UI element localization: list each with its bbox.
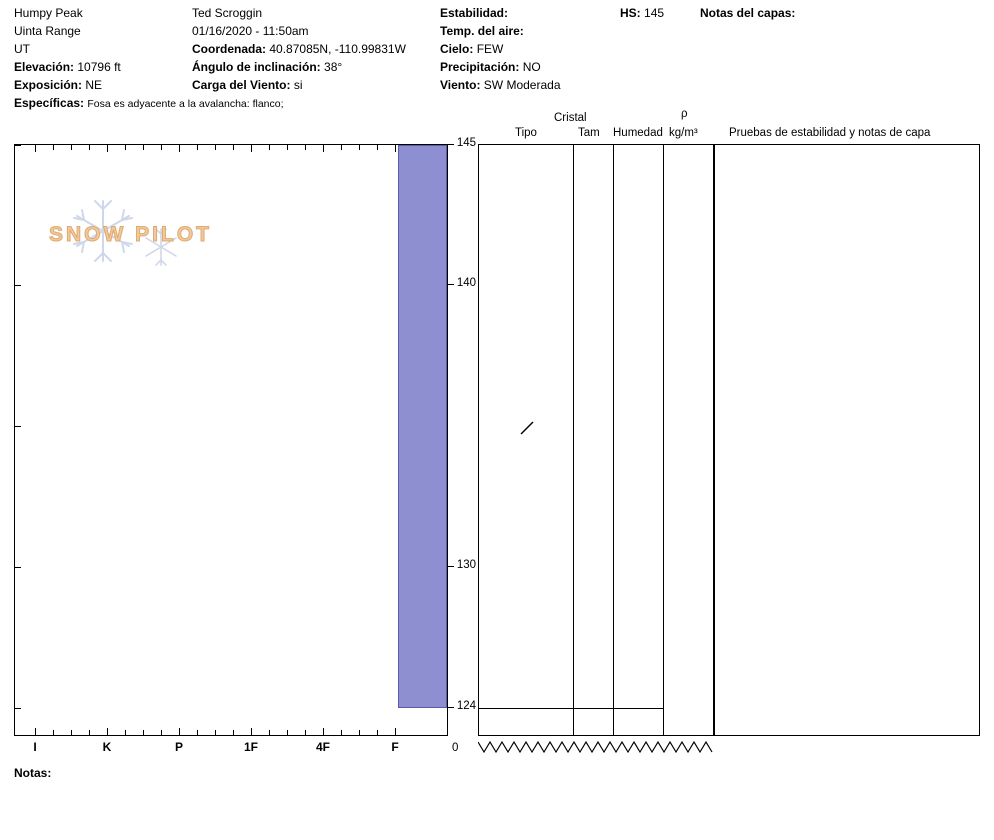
hardness-label-p: P (174, 740, 184, 754)
hardness-btick-minor-4 (125, 730, 126, 735)
hardness-btick-minor-11 (287, 730, 288, 735)
hardness-btick-minor-9 (233, 730, 234, 735)
depth-tick-130 (448, 566, 454, 567)
depth-label-140: 140 (456, 277, 476, 289)
hardness-label-1f: 1F (243, 740, 259, 754)
stability-row (440, 4, 620, 22)
hardness-label-4f: 4F (315, 740, 331, 754)
sky-value: FEW (476, 42, 504, 56)
hardness-btick-minor-6 (161, 730, 162, 735)
hardness-btick-minor-15 (377, 730, 378, 735)
layer-notes-label: Notas del capas: (700, 6, 796, 20)
hardness-plot (14, 144, 448, 736)
header-column-observer (192, 4, 442, 94)
hs-row (620, 4, 700, 22)
hardness-tick-minor-8 (215, 145, 216, 150)
hardness-btick-minor-12 (305, 730, 306, 735)
state: UT (14, 42, 30, 56)
column-header-moisture: Humedad (613, 127, 663, 139)
hardness-tick-minor-7 (197, 145, 198, 150)
coordinate-value: 40.87085N, -110.99831W (269, 42, 406, 56)
hardness-tick-minor-4 (125, 145, 126, 150)
hardness-btick-p (179, 728, 180, 735)
plot-tick-135 (15, 426, 21, 427)
snowpilot-watermark (43, 197, 223, 277)
stability-tests-notes-box (714, 144, 980, 736)
elevation-value: 10796 ft (77, 60, 121, 74)
wind-row (440, 76, 620, 94)
plot-tick-140 (15, 285, 21, 286)
hardness-tick-k (107, 145, 108, 152)
hardness-tick-minor-9 (233, 145, 234, 150)
column-header-density-symbol: ρ (681, 108, 688, 120)
depth-label-124: 124 (456, 700, 476, 712)
layer-table-divider-size-moisture (613, 145, 614, 735)
slope-angle-label: Ángulo de inclinación: (192, 60, 321, 74)
hardness-tick-minor-1 (53, 145, 54, 150)
column-header-crystal: Cristal (554, 112, 587, 124)
ground-zigzag (478, 736, 714, 758)
elevation-label: Elevación: (14, 60, 75, 74)
observer-name: Ted Scroggin (192, 6, 263, 20)
observation-datetime: 01/16/2020 - 11:50am (192, 24, 309, 38)
hardness-tick-minor-3 (89, 145, 90, 150)
hardness-btick-4f (323, 728, 324, 735)
specifics-row (14, 94, 284, 112)
precip-label: Precipitación: (440, 60, 520, 74)
header-column-location (14, 4, 194, 94)
depth-label-145: 145 (456, 137, 476, 149)
plot-tick-145 (15, 145, 21, 146)
aspect-row (14, 76, 194, 94)
hardness-tick-minor-5 (143, 145, 144, 150)
hardness-btick-minor-3 (89, 730, 90, 735)
hardness-tick-p (179, 145, 180, 152)
air-temp-row (440, 22, 620, 40)
hardness-tick-i (35, 145, 36, 152)
hardness-btick-1f (251, 728, 252, 735)
slope-angle-value: 38° (324, 60, 343, 74)
hardness-tick-minor-12 (305, 145, 306, 150)
slope-angle-row (192, 58, 442, 76)
plot-tick-125 (15, 708, 21, 709)
hardness-label-i: I (33, 740, 37, 754)
hardness-tick-minor-6 (161, 145, 162, 150)
aspect-label: Exposición: (14, 78, 83, 92)
specifics-value: Fosa es adyacente a la avalancha: flanco; (87, 98, 284, 110)
hardness-tick-minor-10 (269, 145, 270, 150)
hardness-scale-labels (14, 740, 448, 762)
mountain-range: Uinta Range (14, 24, 81, 38)
header-column-weather (440, 4, 620, 94)
hardness-btick-minor-2 (71, 730, 72, 735)
specifics-label: Específicas: (14, 96, 85, 110)
hardness-tick-1f (251, 145, 252, 152)
hs-label: HS: (620, 6, 641, 20)
precip-row (440, 58, 620, 76)
depth-tick-140 (448, 284, 454, 285)
wind-load-value: si (293, 78, 303, 92)
sky-label: Cielo: (440, 42, 474, 56)
depth-tick-145 (448, 144, 454, 145)
stability-label: Estabilidad: (440, 6, 509, 20)
hardness-btick-k (107, 728, 108, 735)
elevation-row (14, 58, 194, 76)
wind-load-label: Carga del Viento: (192, 78, 291, 92)
sky-row (440, 40, 620, 58)
hardness-tick-4f (323, 145, 324, 152)
hardness-label-f: F (391, 740, 399, 754)
grain-type-icon-decomposing-fragments (519, 419, 537, 437)
header-column-hs (620, 4, 700, 22)
column-header-type: Tipo (515, 127, 537, 139)
layer-table-divider-moisture-density (663, 145, 664, 735)
hardness-btick-minor-8 (215, 730, 216, 735)
hardness-tick-minor-11 (287, 145, 288, 150)
hardness-bar-layer-1 (398, 145, 447, 708)
layer-table-divider-type-size (573, 145, 574, 735)
hardness-plot-inner (15, 145, 447, 735)
hardness-label-k: K (102, 740, 112, 754)
depth-tick-124 (448, 707, 454, 708)
wind-label: Viento: (440, 78, 481, 92)
hardness-tick-minor-13 (341, 145, 342, 150)
notes-label: Notas: (14, 766, 52, 780)
aspect-value: NE (85, 78, 103, 92)
watermark-text: SNOW PILOT (49, 223, 212, 246)
hardness-btick-minor-1 (53, 730, 54, 735)
hardness-tick-f (395, 145, 396, 152)
column-header-size: Tam (578, 127, 600, 139)
layer-boundary-124 (479, 708, 663, 709)
wind-load-row (192, 76, 442, 94)
hardness-btick-minor-13 (341, 730, 342, 735)
depth-axis (448, 137, 478, 736)
hardness-tick-minor-14 (359, 145, 360, 150)
site-name: Humpy Peak (14, 6, 83, 20)
air-temp-label: Temp. del aire: (440, 24, 524, 38)
layer-table (478, 144, 714, 736)
pit-header (0, 0, 994, 118)
hardness-btick-i (35, 728, 36, 735)
hardness-btick-minor-14 (359, 730, 360, 735)
hardness-tick-minor-2 (71, 145, 72, 150)
wind-value: SW Moderada (483, 78, 561, 92)
hardness-btick-f (395, 728, 396, 735)
coordinate-label: Coordenada: (192, 42, 267, 56)
hardness-tick-minor-15 (377, 145, 378, 150)
coordinate-row (192, 40, 442, 58)
depth-label-0: 0 (452, 742, 459, 754)
hardness-btick-minor-10 (269, 730, 270, 735)
column-header-density-units: kg/m³ (669, 127, 698, 139)
column-header-tests-notes: Pruebas de estabilidad y notas de capa (729, 127, 931, 139)
hardness-btick-minor-5 (143, 730, 144, 735)
precip-value: NO (522, 60, 541, 74)
hardness-btick-minor-7 (197, 730, 198, 735)
depth-label-130: 130 (456, 559, 476, 571)
profile-graph-area (0, 108, 994, 808)
hs-value: 145 (644, 6, 665, 20)
plot-tick-130 (15, 567, 21, 568)
header-column-layer-notes (700, 4, 980, 22)
